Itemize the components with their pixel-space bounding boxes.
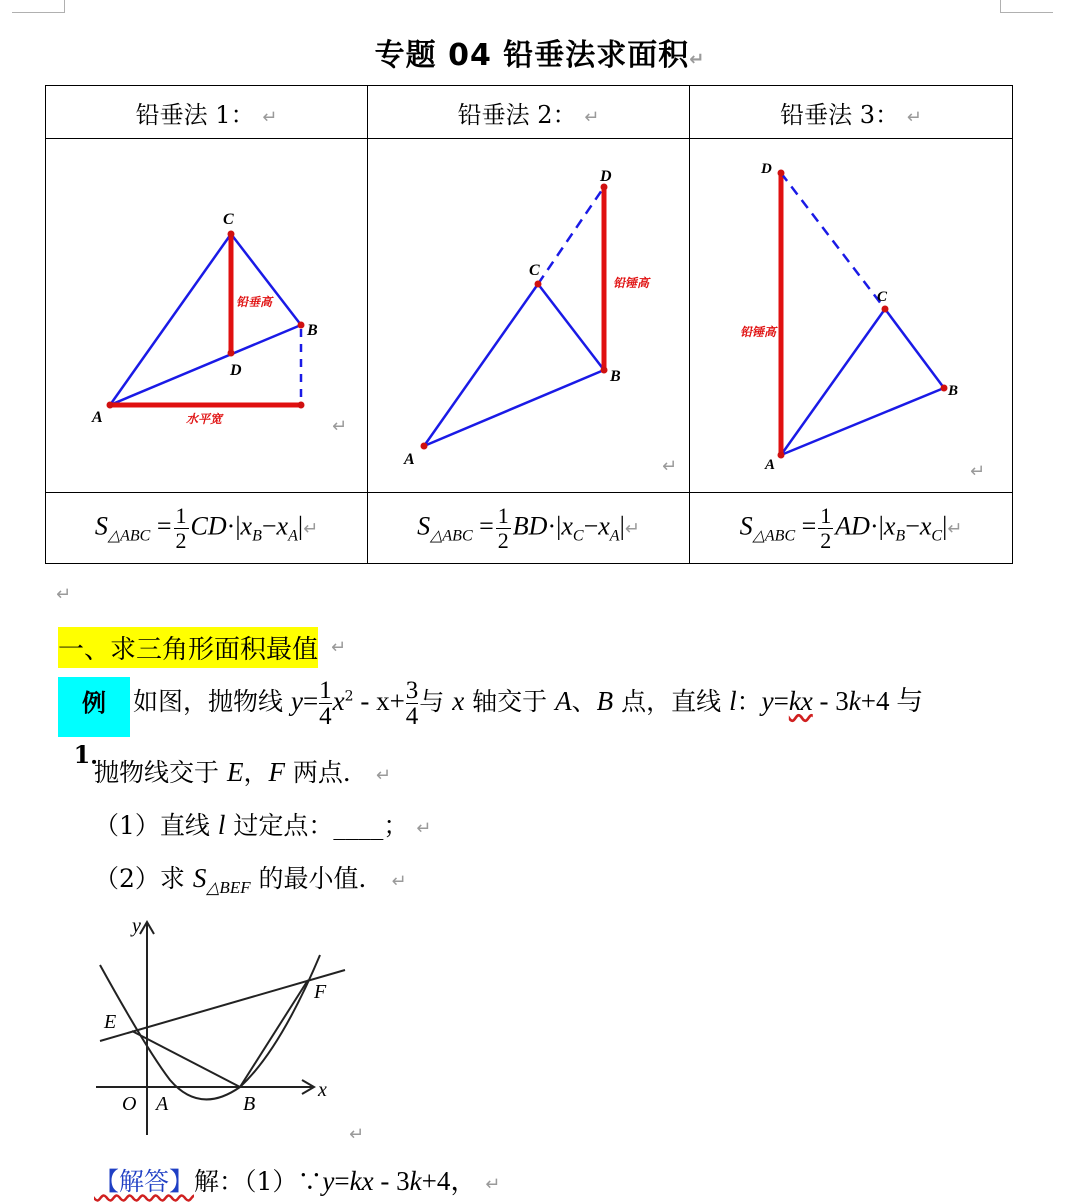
method-header-text: 铅垂法 2： [457, 100, 577, 129]
question-1 [94, 806, 431, 842]
problem-text: ： [736, 687, 762, 716]
formula-sub: B [895, 526, 906, 544]
math-var: E [226, 757, 244, 787]
formula-minus: − [261, 510, 277, 540]
formula-dot: · [869, 510, 879, 540]
return-mark-icon: ↵ [303, 517, 319, 539]
problem-text: 两点． [284, 758, 368, 787]
math-var: x [332, 686, 345, 716]
method-3-diagram [690, 139, 1012, 492]
method-figure-3 [690, 139, 1013, 493]
vertical-height-label: 铅锤高 [740, 325, 777, 339]
formula-x: x [561, 510, 573, 540]
math-sup: 2 [344, 688, 354, 705]
page-title-text: 专题 04 铅垂法求面积 [374, 38, 690, 73]
return-mark-icon: ↵ [689, 49, 706, 70]
method-formula-3: $S_{\triangle ABC}$ = $\frac{1}{2}$ $AD\cdot|x_B-x_C|↵$ [690, 493, 1013, 564]
formula-minus: − [905, 510, 920, 540]
method-formula-1: $S_{\triangle ABC}$ = $\frac{1}{2}$ $CD\cdot|x_B-x_A|↵$ [46, 493, 368, 564]
problem-text: 如图，抛物线 [133, 687, 291, 716]
return-mark-icon: ↵ [331, 637, 347, 658]
math-text: - 3 [373, 1166, 410, 1196]
return-mark-icon: ↵ [584, 106, 600, 128]
point-label: A [765, 457, 776, 473]
method-header-1 [46, 86, 368, 139]
method-header-text: 铅垂法 3： [780, 100, 900, 129]
problem-text: （1）直线 [94, 811, 218, 840]
point-label: D [230, 362, 242, 379]
formula-dot: · [226, 510, 236, 540]
method-figure-2 [368, 139, 690, 493]
return-mark-icon: ↵ [391, 871, 407, 892]
return-mark-icon: ↵ [970, 461, 986, 482]
problem-text: ， [243, 758, 269, 787]
formula-segment: BD [512, 510, 548, 540]
formula-x: x [919, 510, 932, 540]
answer-line [94, 1159, 500, 1198]
point-label: B [307, 322, 318, 339]
math-var: l [729, 686, 737, 716]
math-var: kx [788, 686, 813, 716]
math-var: x [452, 686, 465, 716]
return-mark-icon: ↵ [332, 416, 348, 437]
fraction-numerator: 3 [405, 677, 419, 704]
methods-table [45, 85, 1013, 564]
example-label: 例 1． [58, 677, 130, 737]
example-problem-line-1 [133, 678, 923, 729]
point-label: B [610, 368, 621, 385]
math-var: kx [349, 1166, 374, 1196]
math-var: k [848, 686, 861, 716]
return-mark-icon: ↵ [56, 584, 72, 605]
method-figure-1 [46, 139, 368, 493]
point-label: A [404, 451, 415, 468]
fraction-denominator: 2 [175, 527, 187, 553]
parabola-graph [90, 910, 380, 1150]
fraction-numerator: 1 [175, 502, 187, 528]
fraction-denominator: 2 [820, 527, 832, 553]
math-var: k [409, 1166, 422, 1196]
return-mark-icon: ↵ [262, 106, 278, 128]
point-label: D [600, 168, 612, 185]
fraction-denominator: 2 [497, 527, 509, 553]
question-2 [94, 859, 407, 898]
return-mark-icon: ↵ [662, 456, 678, 477]
return-mark-icon: ↵ [416, 818, 432, 839]
page-title [0, 30, 1080, 74]
formula-s: S [94, 510, 108, 540]
formula-sub: △ABC [430, 526, 473, 544]
math-fraction [319, 678, 332, 729]
graph-point-label: F [314, 981, 327, 1003]
math-var: y [290, 686, 303, 716]
point-label: C [529, 262, 540, 279]
vertical-height-label: 铅垂高 [236, 295, 273, 309]
problem-text: 过定点：____； [225, 811, 409, 840]
vertical-height-label: 铅锤高 [613, 276, 650, 290]
math-eq: = [773, 686, 789, 716]
problem-text: 与 [419, 687, 453, 716]
formula-eq: = [156, 510, 172, 540]
math-sub: △BEF [206, 878, 251, 897]
math-var: y [322, 1166, 335, 1196]
graph-point-label: O [122, 1093, 137, 1115]
return-mark-icon: ↵ [947, 517, 963, 539]
point-label: C [223, 211, 234, 228]
graph-point-label: E [104, 1011, 117, 1033]
formula-sub: △ABC [752, 526, 796, 544]
math-var: F [268, 757, 285, 787]
problem-text: 点，直线 [613, 687, 730, 716]
point-label: C [877, 289, 888, 305]
formula-s: S [417, 510, 431, 540]
formula-fraction [496, 504, 511, 553]
formula-minus: − [583, 510, 599, 540]
math-fraction [406, 678, 419, 729]
method-2-diagram [368, 139, 689, 492]
graph-axis-label: y [132, 915, 141, 937]
answer-key-label: 【解答】 [94, 1167, 195, 1196]
method-header-2 [368, 86, 690, 139]
fraction-numerator: 1 [497, 502, 509, 528]
fraction-numerator: 1 [319, 677, 332, 704]
formula-sub: B [252, 526, 262, 544]
math-var: l [217, 810, 226, 840]
problem-text: 轴交于 [464, 687, 556, 716]
formula-dot: · [547, 510, 557, 540]
section-heading [58, 627, 318, 668]
fraction-denominator: 4 [319, 703, 332, 730]
graph-point-label: B [243, 1093, 256, 1115]
formula-sub: C [572, 526, 584, 544]
math-text: - 3 [812, 686, 849, 716]
point-label: B [948, 383, 959, 399]
formula-x: x [598, 510, 610, 540]
horizontal-width-label: 水平宽 [186, 412, 223, 426]
fraction-denominator: 4 [405, 703, 419, 730]
fraction-numerator: 1 [820, 502, 832, 528]
formula-sub: A [609, 526, 620, 544]
graph-axis-label: x [318, 1079, 327, 1101]
graph-point-label: A [156, 1093, 169, 1115]
math-eq: = [334, 1166, 350, 1196]
formula-segment: CD [190, 510, 227, 540]
return-mark-icon: ↵ [624, 517, 640, 539]
return-mark-icon: ↵ [349, 1124, 365, 1145]
math-var: y [761, 686, 774, 716]
formula-s: S [739, 510, 753, 540]
formula-x: x [240, 510, 253, 540]
math-var: A [555, 686, 572, 716]
problem-text: （2）求 [94, 864, 193, 893]
formula-eq: = [479, 510, 494, 540]
problem-text: 的最小值． [250, 864, 384, 893]
math-text: +4， [421, 1166, 478, 1196]
return-mark-icon: ↵ [375, 765, 391, 786]
method-1-diagram [46, 139, 367, 492]
formula-sub: C [931, 526, 943, 544]
math-text: - x+ [353, 686, 405, 716]
formula-eq: = [801, 510, 817, 540]
answer-text: 解：（1）∵ [194, 1167, 323, 1196]
math-text: +4 与 [860, 686, 924, 716]
section-heading-text: 一、求三角形面积最值 [58, 635, 319, 665]
formula-sub: A [288, 526, 298, 544]
math-var: B [596, 686, 614, 716]
formula-segment: AD [835, 510, 870, 540]
formula-x: x [276, 510, 289, 540]
example-problem-line-2 [94, 753, 391, 789]
formula-sub: △ABC [107, 526, 151, 544]
method-header-3 [690, 86, 1013, 139]
point-label: D [761, 161, 772, 177]
page-corner-mark-right [1000, 0, 1053, 13]
formula-fraction [174, 504, 189, 553]
point-label: A [92, 409, 103, 426]
page-corner-mark-left [12, 0, 65, 13]
problem-text: 、 [571, 687, 597, 716]
math-var: S [192, 863, 207, 893]
method-formula-2: $S_{\triangle ABC}$ = $\frac{1}{2}$ $BD\cdot|x_C-x_A|↵$ [368, 493, 690, 564]
math-eq: = [302, 686, 319, 716]
problem-text: 抛物线交于 [94, 758, 227, 787]
formula-fraction [818, 504, 833, 553]
formula-x: x [883, 510, 896, 540]
method-header-text: 铅垂法 1： [135, 100, 255, 129]
return-mark-icon: ↵ [906, 106, 922, 128]
return-mark-icon: ↵ [485, 1174, 501, 1195]
